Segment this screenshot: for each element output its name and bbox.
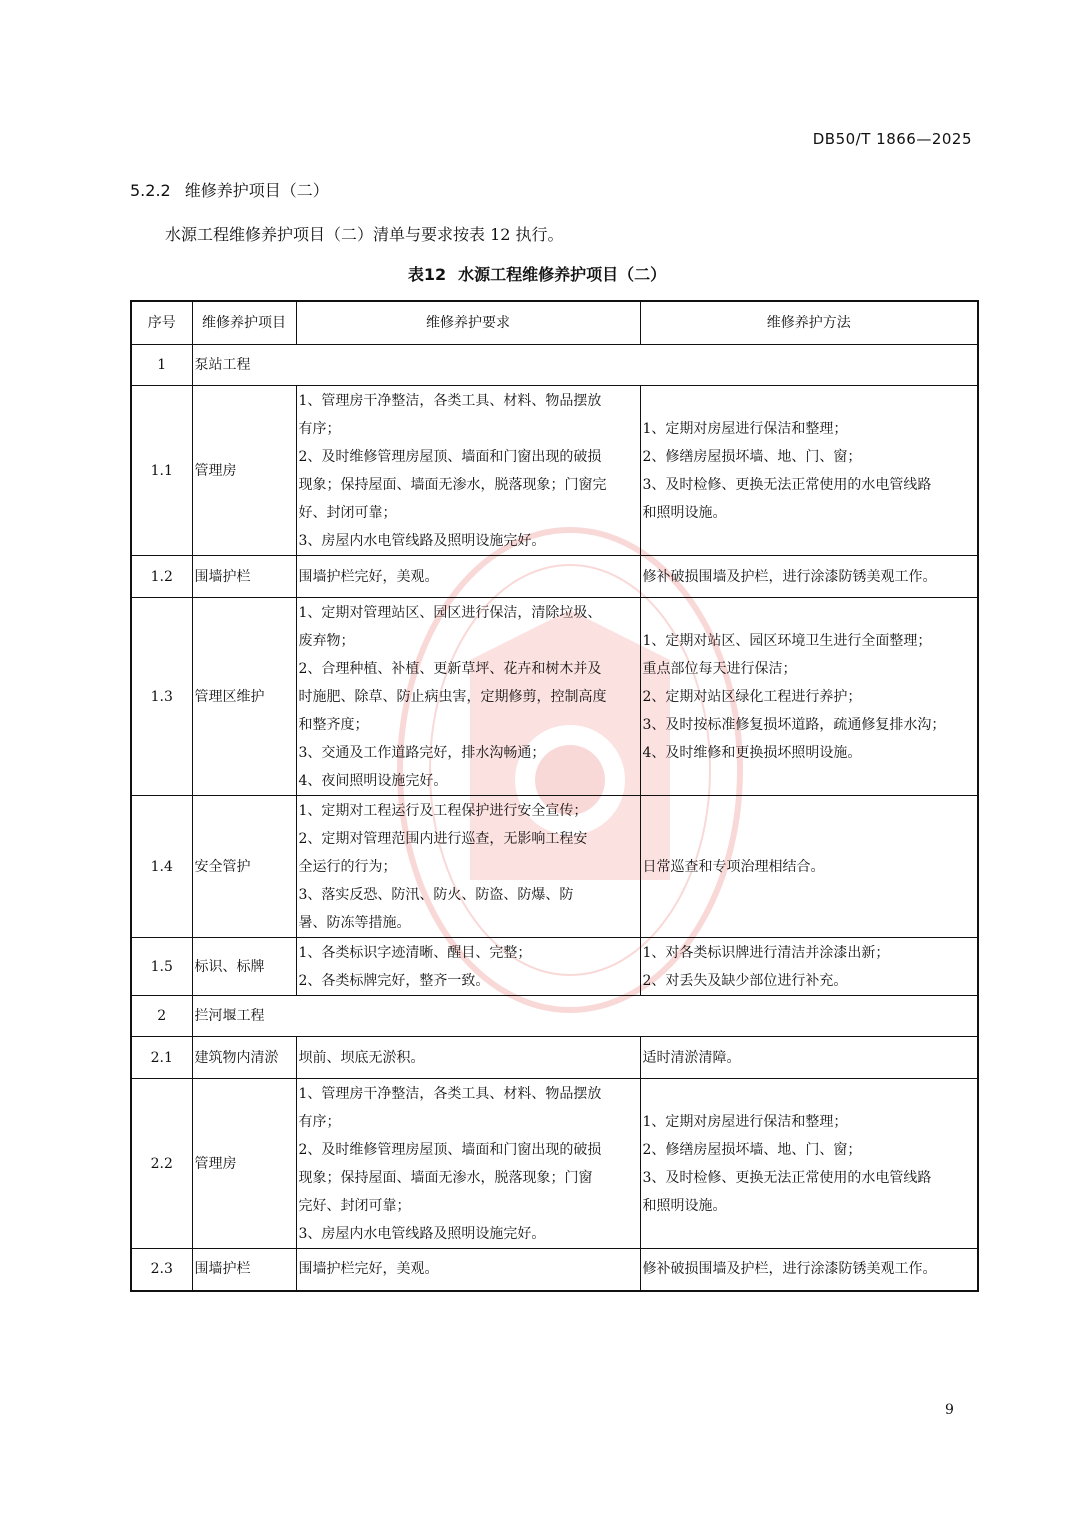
method-line: 1、定期对房屋进行保洁和整理； [642,420,848,437]
requirement-line: 1、定期对工程运行及工程保护进行安全宣传； [298,802,588,819]
table-caption [0,262,1074,285]
method-line: 2、修缮房屋损坏墙、地、门、窗； [642,448,862,465]
row-requirement [296,556,640,598]
method-line: 3、及时检修、更换无法正常使用的水电管线路 [642,476,932,493]
requirement-line: 全运行的行为； [298,858,397,875]
row-method [640,938,978,996]
row-item: 管理房 [192,386,296,556]
row-number: 1.4 [131,796,192,938]
method-line: 4、及时维修和更换损坏照明设施。 [642,744,862,761]
requirement-line: 3、房屋内水电管线路及照明设施完好。 [298,1225,546,1242]
method-line: 日常巡查和专项治理相结合。 [642,858,825,875]
table-row [131,938,978,996]
row-item: 管理区维护 [192,598,296,796]
page-number: 9 [945,1402,954,1418]
method-line: 和照明设施。 [642,1197,727,1214]
header-item: 维修养护项目 [192,301,296,345]
section-title: 维修养护项目（二） [184,181,329,200]
requirement-line: 时施肥、除草、防止病虫害，定期修剪，控制高度 [298,688,607,705]
requirement-line: 现象；保持屋面、墙面无渗水，脱落现象；门窗完 [298,476,607,493]
requirement-line: 现象；保持屋面、墙面无渗水，脱落现象；门窗 [298,1169,593,1186]
requirement-line: 围墙护栏完好，美观。 [298,568,439,585]
requirement-line: 3、交通及工作道路完好，排水沟畅通； [298,744,546,761]
intro-paragraph: 水源工程维修养护项目（二）清单与要求按表 12 执行。 [165,225,564,244]
method-line: 3、及时检修、更换无法正常使用的水电管线路 [642,1169,932,1186]
table-number: 表12 [407,265,447,284]
method-line: 修补破损围墙及护栏，进行涂漆防锈美观工作。 [642,1261,937,1278]
requirement-line: 围墙护栏完好，美观。 [298,1261,439,1278]
group-name: 拦河堰工程 [192,996,978,1037]
row-method [640,556,978,598]
method-line: 1、定期对站区、园区环境卫生进行全面整理； [642,632,932,649]
section-heading [130,178,329,201]
requirement-line: 3、房屋内水电管线路及照明设施完好。 [298,532,546,549]
requirement-line: 有序； [298,1113,341,1130]
requirement-line: 完好、封闭可靠； [298,1197,411,1214]
method-line: 1、定期对房屋进行保洁和整理； [642,1113,848,1130]
header-requirement: 维修养护要求 [296,301,640,345]
requirement-line: 2、及时维修管理房屋顶、墙面和门窗出现的破损 [298,1141,602,1158]
method-line: 2、对丢失及缺少部位进行补充。 [642,972,848,989]
row-item: 围墙护栏 [192,1249,296,1291]
requirement-line: 1、定期对管理站区、园区进行保洁，清除垃圾、 [298,604,602,621]
row-method [640,1249,978,1291]
requirement-line: 好、封闭可靠； [298,504,397,521]
row-number: 2.1 [131,1037,192,1079]
requirement-line: 1、各类标识字迹清晰、醒目、完整； [298,944,532,961]
method-line: 2、修缮房屋损坏墙、地、门、窗； [642,1141,862,1158]
table-row [131,1037,978,1079]
table-row [131,556,978,598]
row-requirement [296,938,640,996]
row-item: 建筑物内清淤 [192,1037,296,1079]
row-item: 安全管护 [192,796,296,938]
header-method: 维修养护方法 [640,301,978,345]
row-item: 围墙护栏 [192,556,296,598]
row-method [640,1079,978,1249]
requirement-line: 4、夜间照明设施完好。 [298,772,448,789]
table-title: 水源工程维修养护项目（二） [458,265,667,284]
table-row [131,1079,978,1249]
requirement-line: 和整齐度； [298,716,369,733]
requirement-line: 3、落实反恐、防汛、防火、防盗、防爆、防 [298,886,574,903]
table-group-row [131,345,978,386]
method-line: 重点部位每天进行保洁； [642,660,797,677]
table-row [131,796,978,938]
requirement-line: 2、各类标牌完好，整齐一致。 [298,972,490,989]
method-line: 1、对各类标识牌进行清洁并涂漆出新； [642,944,890,961]
row-method [640,386,978,556]
requirement-line: 1、管理房干净整洁，各类工具、材料、物品摆放 [298,392,602,409]
group-number: 1 [131,345,192,386]
method-line: 和照明设施。 [642,504,727,521]
row-number: 1.1 [131,386,192,556]
maintenance-table [130,300,979,1292]
group-name: 泵站工程 [192,345,978,386]
row-requirement [296,796,640,938]
row-number: 2.3 [131,1249,192,1291]
row-number: 2.2 [131,1079,192,1249]
row-number: 1.3 [131,598,192,796]
row-method [640,1037,978,1079]
row-number: 1.2 [131,556,192,598]
requirement-line: 暑、防冻等措施。 [298,914,411,931]
document-id: DB50/T 1866—2025 [812,130,972,148]
requirement-line: 2、合理种植、补植、更新草坪、花卉和树木并及 [298,660,602,677]
row-requirement [296,598,640,796]
table-row [131,386,978,556]
requirement-line: 坝前、坝底无淤积。 [298,1049,425,1066]
requirement-line: 有序； [298,420,341,437]
row-number: 1.5 [131,938,192,996]
row-item: 标识、标牌 [192,938,296,996]
row-requirement [296,1249,640,1291]
requirement-line: 1、管理房干净整洁，各类工具、材料、物品摆放 [298,1085,602,1102]
row-item: 管理房 [192,1079,296,1249]
method-line: 适时清淤清障。 [642,1049,741,1066]
row-method [640,598,978,796]
method-line: 修补破损围墙及护栏，进行涂漆防锈美观工作。 [642,568,937,585]
table-group-row [131,996,978,1037]
table-row [131,598,978,796]
requirement-line: 2、及时维修管理房屋顶、墙面和门窗出现的破损 [298,448,602,465]
table-row [131,1249,978,1291]
row-method [640,796,978,938]
requirement-line: 2、定期对管理范围内进行巡查，无影响工程安 [298,830,588,847]
section-number: 5.2.2 [130,181,171,200]
group-number: 2 [131,996,192,1037]
row-requirement [296,1037,640,1079]
header-no: 序号 [131,301,192,345]
method-line: 2、定期对站区绿化工程进行养护； [642,688,862,705]
table-header-row [131,301,978,345]
row-requirement [296,386,640,556]
requirement-line: 废弃物； [298,632,355,649]
row-requirement [296,1079,640,1249]
method-line: 3、及时按标准修复损坏道路，疏通修复排水沟； [642,716,946,733]
